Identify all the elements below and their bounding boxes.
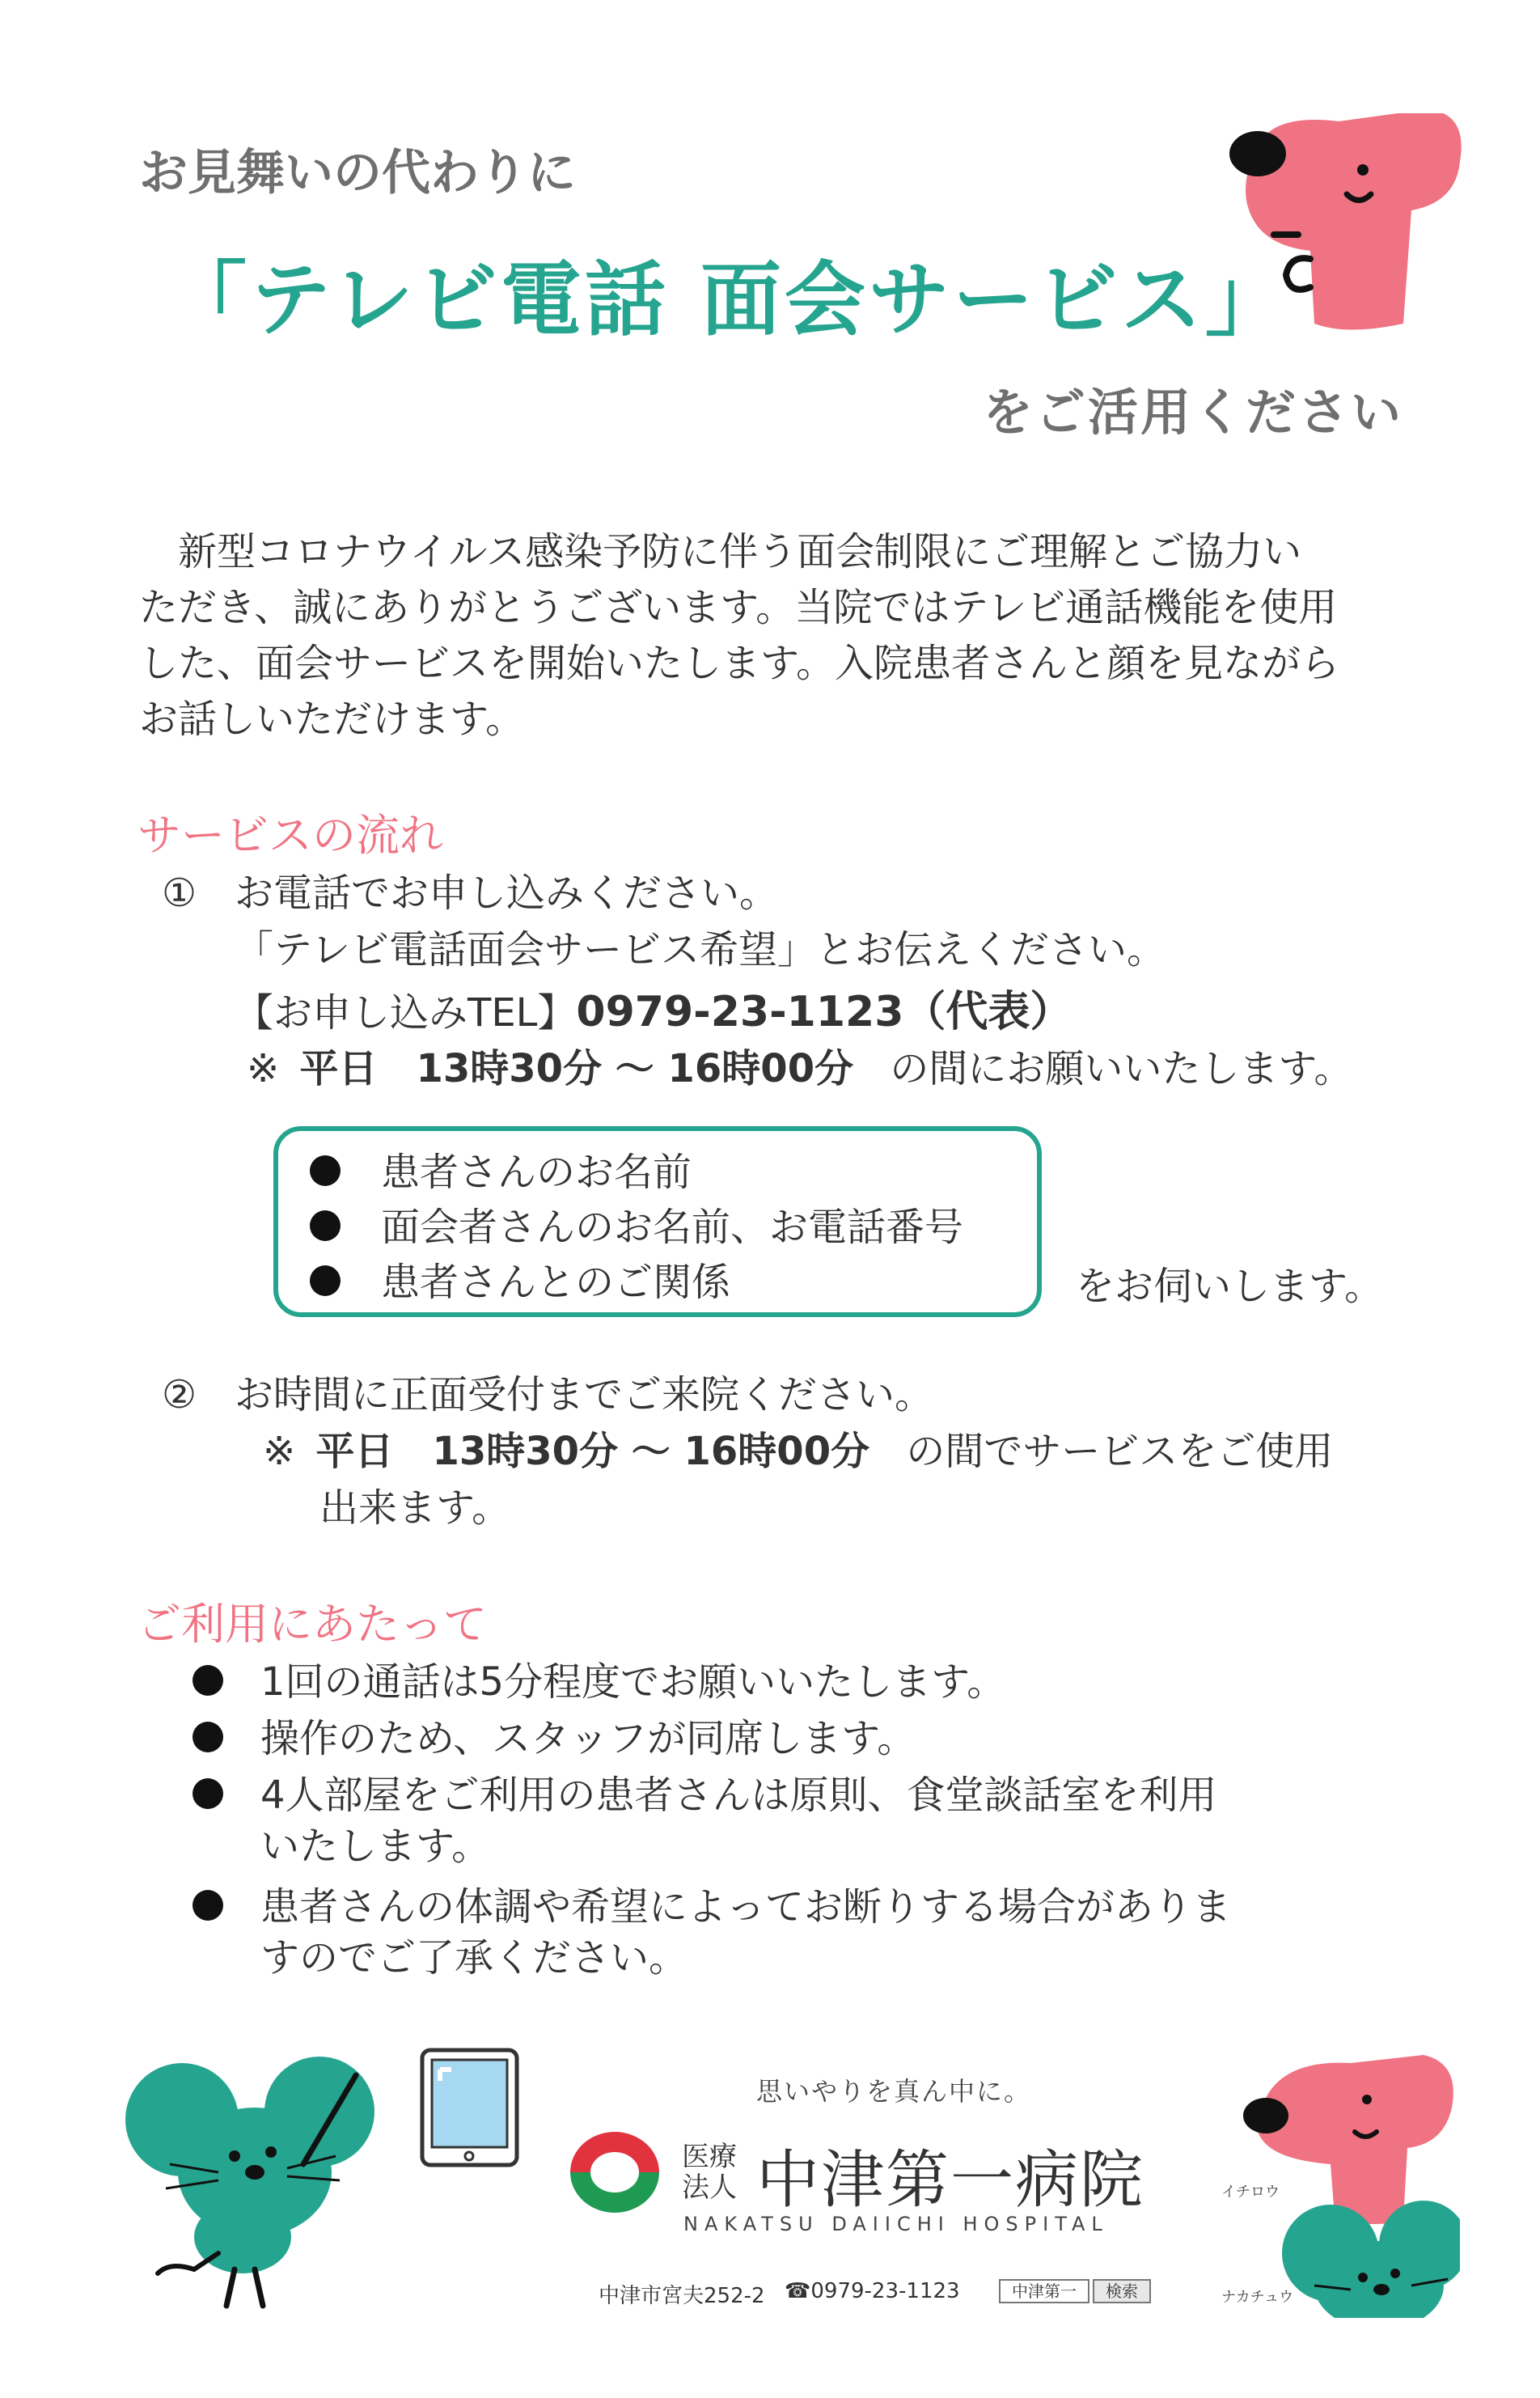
search-widget <box>999 2279 1151 2303</box>
tel-line <box>235 985 1072 1041</box>
corp-line: 医療 <box>682 2141 737 2173</box>
tel-number: 0979-23-1123（代表） <box>576 988 1072 1036</box>
usage-item: 1回の通話は5分程度でお願いいたします。 <box>192 1650 1005 1706</box>
hospital-logo-icon <box>562 2128 667 2217</box>
bullet-icon <box>192 1890 223 1921</box>
dog-mascot-small-illustration <box>1238 2043 1460 2318</box>
page-title: 「テレビ電話 面会サービス」 <box>166 252 1289 347</box>
intro-line: した、面会サービスを開始いたします。入院患者さんと顔を見ながら <box>139 641 1340 686</box>
step1-note <box>247 1041 1353 1097</box>
note-time: 平日 13時30分 ～ 16時00分 <box>299 1046 854 1091</box>
bullet-icon <box>192 1665 223 1696</box>
dog-mascot-illustration <box>1225 113 1468 340</box>
info-item: 患者さんとのご関係 <box>310 1251 730 1307</box>
bullet-icon <box>310 1210 341 1241</box>
note-time: 平日 13時30分 ～ 16時00分 <box>315 1429 870 1474</box>
header-lead: お見舞いの代わりに <box>139 145 576 201</box>
step1-line1: お電話でお申し込みください。 <box>235 871 779 916</box>
usage-item: 患者さんの体調や希望によってお断りする場合がありま <box>192 1875 1231 1931</box>
search-button[interactable]: 検索 <box>1093 2279 1151 2303</box>
hospital-name-en: NAKATSU DAIICHI HOSPITAL <box>683 2213 1109 2235</box>
hospital-corp <box>682 2142 737 2203</box>
bullet-icon <box>310 1155 341 1186</box>
info-item: 患者さんのお名前 <box>310 1141 692 1197</box>
step1-line2: 「テレビ電話面会サービス希望」とお伝えください。 <box>235 927 1166 972</box>
mascot-caption: イチロウ <box>1221 2184 1280 2201</box>
flow-heading: サービスの流れ <box>138 810 443 861</box>
hospital-name: 中津第一病院 <box>756 2144 1145 2217</box>
step2-number: ② <box>162 1372 197 1417</box>
note-rest: の間にお願いいたします。 <box>890 1046 1353 1091</box>
intro-line: お話しいただけます。 <box>139 697 525 742</box>
hospital-phone: ☎0979-23-1123 <box>785 2279 960 2303</box>
step1-number: ① <box>162 871 197 916</box>
search-box[interactable]: 中津第一 <box>999 2279 1089 2303</box>
bullet-icon <box>192 1722 223 1752</box>
hospital-address: 中津市宮夫252-2 <box>599 2284 765 2308</box>
usage-item-cont: すのでご了承ください。 <box>260 1935 688 1981</box>
usage-item: 操作のため、スタッフが同席します。 <box>192 1707 916 1763</box>
corp-line: 法人 <box>682 2171 737 2204</box>
note-mark: ※ <box>247 1046 280 1091</box>
usage-item-cont: いたします。 <box>260 1824 491 1869</box>
step2-note-line2: 出来ます。 <box>319 1485 511 1531</box>
note-rest: の間でサービスをご使用 <box>906 1429 1334 1474</box>
note-mark: ※ <box>263 1429 296 1474</box>
tablet-icon <box>419 2047 520 2168</box>
tel-label: 【お申し込みTEL】 <box>235 990 577 1036</box>
intro-line: 新型コロナウイルス感染予防に伴う面会制限にご理解とご協力い <box>139 529 1302 574</box>
mouse-mascot-illustration <box>121 2051 396 2318</box>
header-tail: をご活用ください <box>983 383 1404 442</box>
step2-line1: お時間に正面受付までご来院ください。 <box>235 1372 934 1417</box>
usage-heading: ご利用にあたって <box>138 1599 487 1650</box>
intro-paragraph <box>139 524 1339 748</box>
bullet-icon <box>192 1778 223 1809</box>
box-tail: をお伺いします。 <box>1076 1264 1384 1309</box>
hospital-tagline: 思いやりを真ん中に。 <box>756 2076 1032 2107</box>
usage-item: 4人部屋をご利用の患者さんは原則、食堂談話室を利用 <box>192 1764 1217 1820</box>
intro-line: ただき、誠にありがとうございます。当院ではテレビ通話機能を使用 <box>139 585 1338 630</box>
mascot-caption: ナカチュウ <box>1221 2289 1294 2306</box>
step2-note <box>263 1424 1333 1480</box>
info-item: 面会者さんのお名前、お電話番号 <box>310 1196 963 1252</box>
bullet-icon <box>310 1265 341 1296</box>
